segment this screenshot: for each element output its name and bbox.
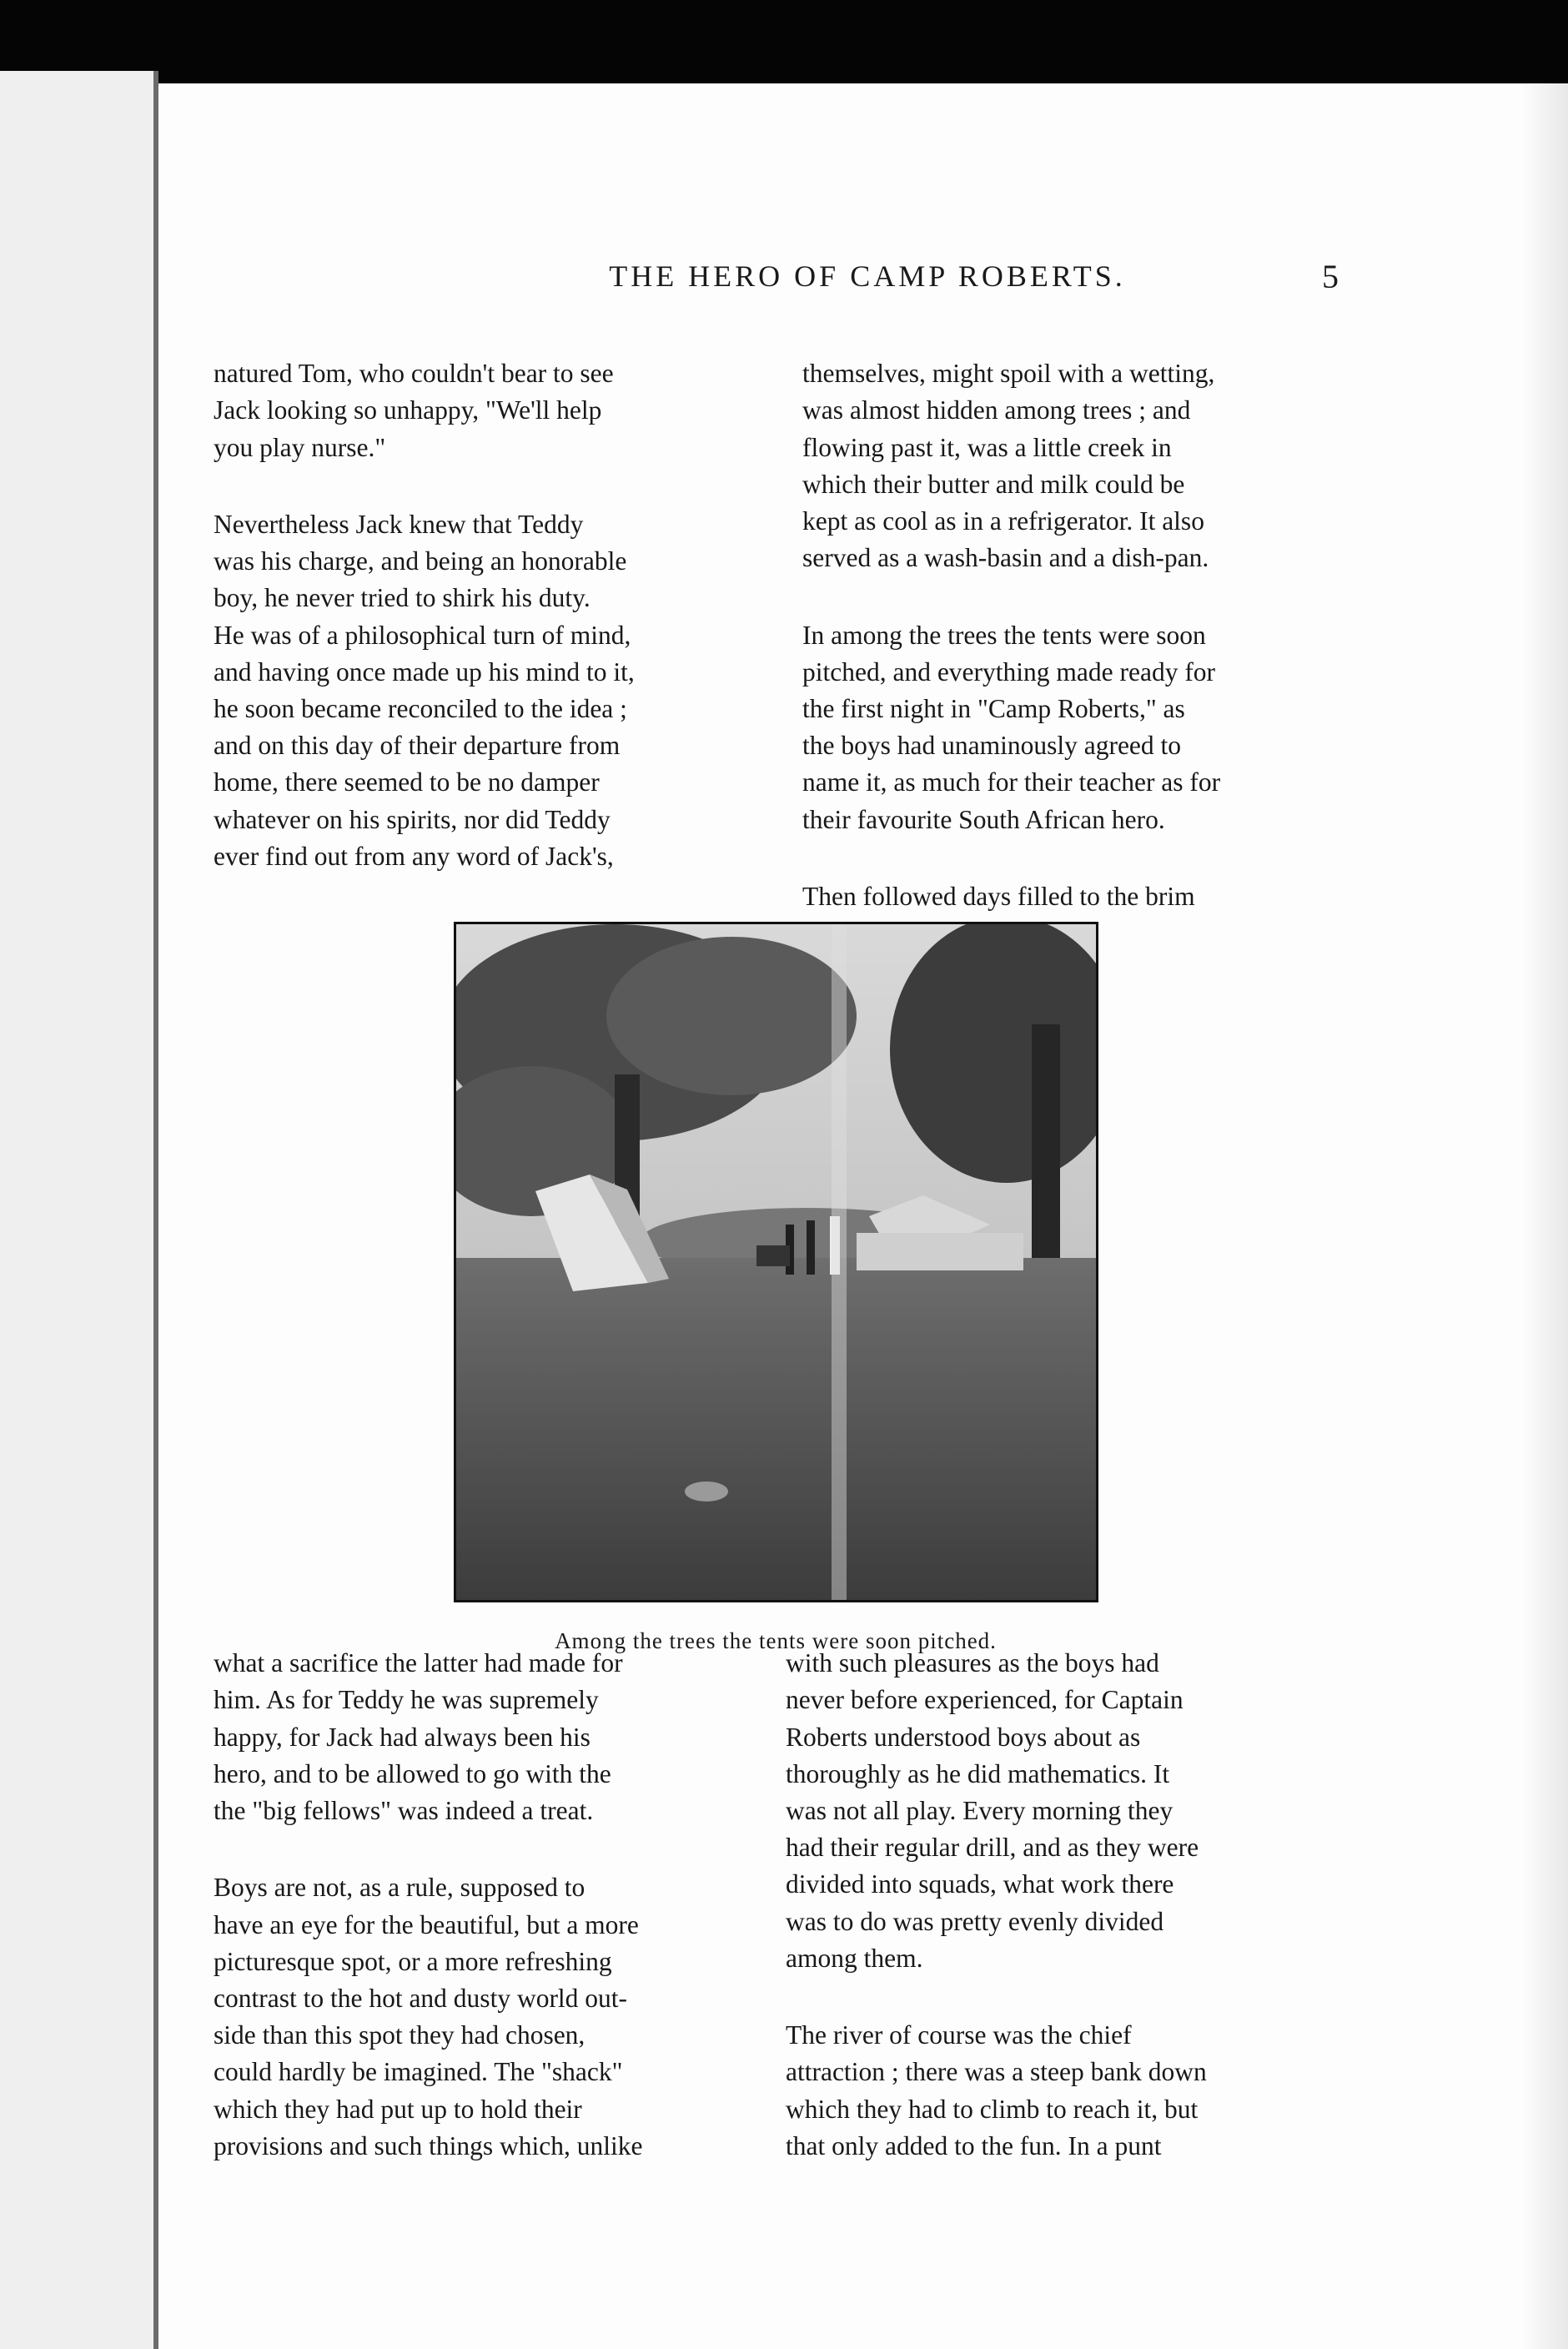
paragraph: with such pleasures as the boys had never before experienced, for Captain Roberts understood boys about as thoroughly as he did mathematics. It was not all play. Every morning they had their regular drill, and as they were divided into squads, what work there was to do was pretty evenly divided among them. xyxy=(786,1648,1199,1973)
stone xyxy=(685,1481,728,1501)
paragraph: Nevertheless Jack knew that Teddy was his charge, and being an honorable boy, he never tried to shirk his duty. He was of a philosophical turn of mind, and having once made up his mind to it, he soon became reconciled to the idea ; and on this day of their departure from home, there seemed to be no damper whatever on his spirits, nor did Teddy ever find out from any word of Jack's, xyxy=(214,510,635,871)
text-column-upper-left xyxy=(214,319,756,912)
text-column-lower-right xyxy=(786,1608,1365,2201)
paragraph: natured Tom, who couldn't bear to see Jack looking so unhappy, "We'll help you play nurse." xyxy=(214,359,614,462)
camp-photograph xyxy=(454,922,1098,1602)
film-streak xyxy=(832,924,847,1600)
camper-figure xyxy=(807,1220,815,1275)
facing-page-edge xyxy=(0,71,158,2349)
photo-caption: Among the trees the tents were soon pitched. xyxy=(555,1628,997,1653)
camp-table xyxy=(756,1245,790,1266)
paragraph: Then followed days filled to the brim xyxy=(802,882,1195,912)
paragraph: themselves, might spoil with a wetting, was almost hidden among trees ; and flowing past it, was a little creek in which their butter and milk could be kept as cool as in a refrigerator. It also served as a wash-basin and a dish-pan. xyxy=(802,359,1215,573)
page-edge-shadow xyxy=(1522,83,1568,2349)
scan-top-border xyxy=(0,0,1568,92)
paragraph: The river of course was the chief attraction ; there was a steep bank down which they had to climb to reach it, but that only added to the fun. In a punt xyxy=(786,2020,1207,2160)
right-tent-wall xyxy=(857,1233,1023,1270)
paragraph: In among the trees the tents were soon pitched, and everything made ready for the first night in "Camp Roberts," as the boys had unaminously agreed to name it, as much for their teacher as for their favourite South African hero. xyxy=(802,620,1221,834)
page-number: 5 xyxy=(1322,258,1339,295)
meadow xyxy=(456,1258,1096,1600)
camp-photo-drawing xyxy=(456,924,1096,1600)
text-column-upper-right xyxy=(802,319,1365,952)
paragraph: what a sacrifice the latter had made for him. As for Teddy he was supremely happy, for Jack had always been his hero, and to be allowed to go with the the "big fellows" was indeed a treat. xyxy=(214,1648,623,1826)
book-page xyxy=(158,83,1568,2349)
paragraph: Boys are not, as a rule, supposed to have an eye for the beautiful, but a more picturesque spot, or a more refreshing contrast to the hot and dusty world out- side than this spot they had chosen, could hardly be imagined. The "shack" which they had put up to hold their provisions and such things which, unlike xyxy=(214,1873,643,2160)
tree-canopy xyxy=(606,937,857,1095)
tree-trunk xyxy=(1032,1024,1060,1275)
running-title: THE HERO OF CAMP ROBERTS. xyxy=(609,259,1126,293)
text-column-lower-left xyxy=(214,1608,756,2201)
